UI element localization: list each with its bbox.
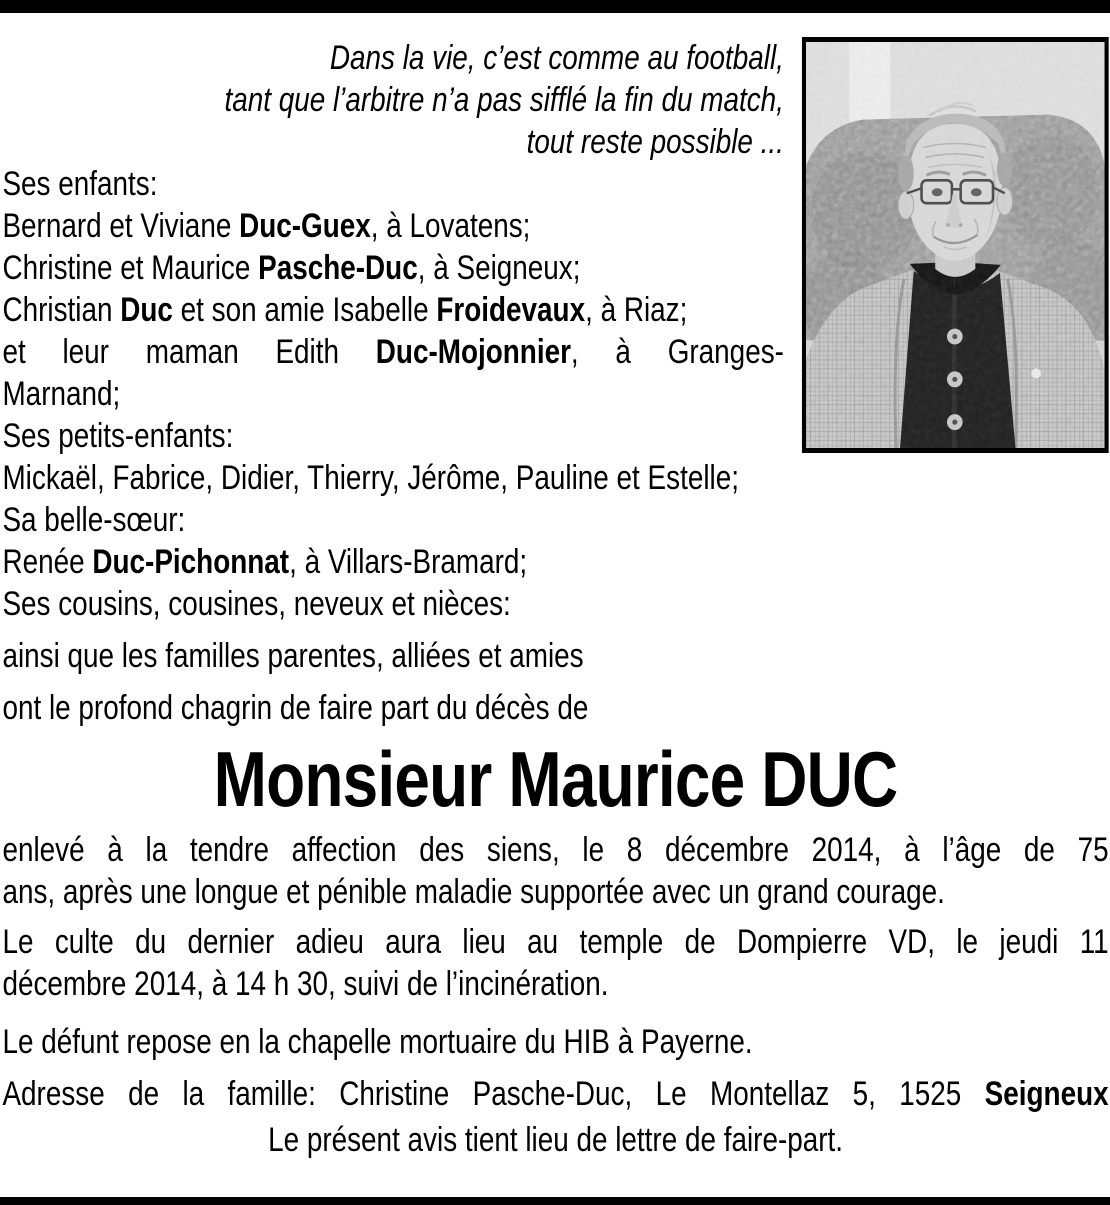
notice-text-line xyxy=(2,871,1108,913)
notice-text-line xyxy=(2,457,1108,499)
family-surname-bold: Froidevaux xyxy=(436,291,586,329)
text-segment: Mickaël, Fabrice, Didier, Thierry, Jérôme, Pauline et Estelle; xyxy=(2,459,739,497)
bottom-border-rule xyxy=(0,1197,1110,1205)
top-border-rule xyxy=(0,0,1110,13)
text-segment: , à Lovatens; xyxy=(370,207,531,245)
text-segment: Bernard et Viviane xyxy=(2,207,240,245)
text-segment: Le culte du dernier adieu aura lieu au temple de Dompierre VD, le jeudi 11 xyxy=(2,923,1109,961)
text-segment: Monsieur Maurice DUC xyxy=(213,735,898,823)
notice-text-line xyxy=(2,1119,1108,1161)
notice-text xyxy=(0,13,1110,1161)
notice-text-line xyxy=(2,963,1108,1005)
notice-text-line xyxy=(2,687,1108,729)
text-segment: décembre 2014, à 14 h 30, suivi de l’incinération. xyxy=(2,965,609,1003)
text-segment: Renée xyxy=(2,543,93,581)
text-segment: Adresse de la famille: Christine Pasche-Duc, Le Montellaz 5, 1525 xyxy=(2,1075,985,1113)
portrait-photo-illustration xyxy=(806,42,1104,448)
text-segment: Ses enfants: xyxy=(2,165,158,203)
text-segment: Christian xyxy=(2,291,121,329)
text-segment: Le défunt repose en la chapelle mortuaire du HIB à Payerne. xyxy=(2,1023,753,1061)
family-surname-bold: Pasche-Duc xyxy=(258,249,418,287)
notice-text-line xyxy=(2,499,1108,541)
portrait-photo xyxy=(802,37,1109,453)
text-segment: enlevé à la tendre affection des siens, le 8 décembre 2014, à l’âge de 75 xyxy=(2,831,1109,869)
text-segment: ans, après une longue et pénible maladie supportée avec un grand courage. xyxy=(2,873,945,911)
notice-text-line xyxy=(2,635,1108,677)
text-segment: Ses petits-enfants: xyxy=(2,417,234,455)
notice-text-line xyxy=(2,541,1108,583)
text-segment: , à Granges- xyxy=(570,333,784,371)
text-segment: tout reste possible ... xyxy=(526,123,784,161)
text-segment: , à Seigneux; xyxy=(417,249,581,287)
text-segment: ont le profond chagrin de faire part du décès de xyxy=(2,689,589,727)
text-segment: Ses cousins, cousines, neveux et nièces: xyxy=(2,585,511,623)
notice-text-line xyxy=(2,921,1108,963)
notice-text-line xyxy=(2,1073,1108,1115)
text-segment: ainsi que les familles parentes, alliées et amies xyxy=(2,637,584,675)
text-segment: , à Riaz; xyxy=(585,291,688,329)
notice-text-line xyxy=(2,1021,1108,1063)
family-surname-bold: Duc-Guex xyxy=(239,207,371,245)
text-segment: , à Villars-Bramard; xyxy=(289,543,528,581)
family-surname-bold: Duc xyxy=(120,291,173,329)
deceased-name-title xyxy=(2,735,1108,823)
family-surname-bold: Seigneux xyxy=(984,1075,1109,1113)
family-surname-bold: Duc-Pichonnat xyxy=(92,543,290,581)
text-segment: et son amie Isabelle xyxy=(172,291,437,329)
notice-text-line xyxy=(2,583,1108,625)
notice-text-line xyxy=(2,829,1108,871)
text-segment: Le présent avis tient lieu de lettre de faire-part. xyxy=(268,1121,844,1159)
text-segment: et leur maman Edith xyxy=(2,333,376,371)
text-segment: Sa belle-sœur: xyxy=(2,501,186,539)
family-surname-bold: Duc-Mojonnier xyxy=(375,333,571,371)
text-segment: Christine et Maurice xyxy=(2,249,259,287)
text-segment: Marnand; xyxy=(2,375,121,413)
text-segment: tant que l’arbitre n’a pas sifflé la fin du match, xyxy=(224,81,784,119)
text-segment: Dans la vie, c’est comme au football, xyxy=(329,39,784,77)
